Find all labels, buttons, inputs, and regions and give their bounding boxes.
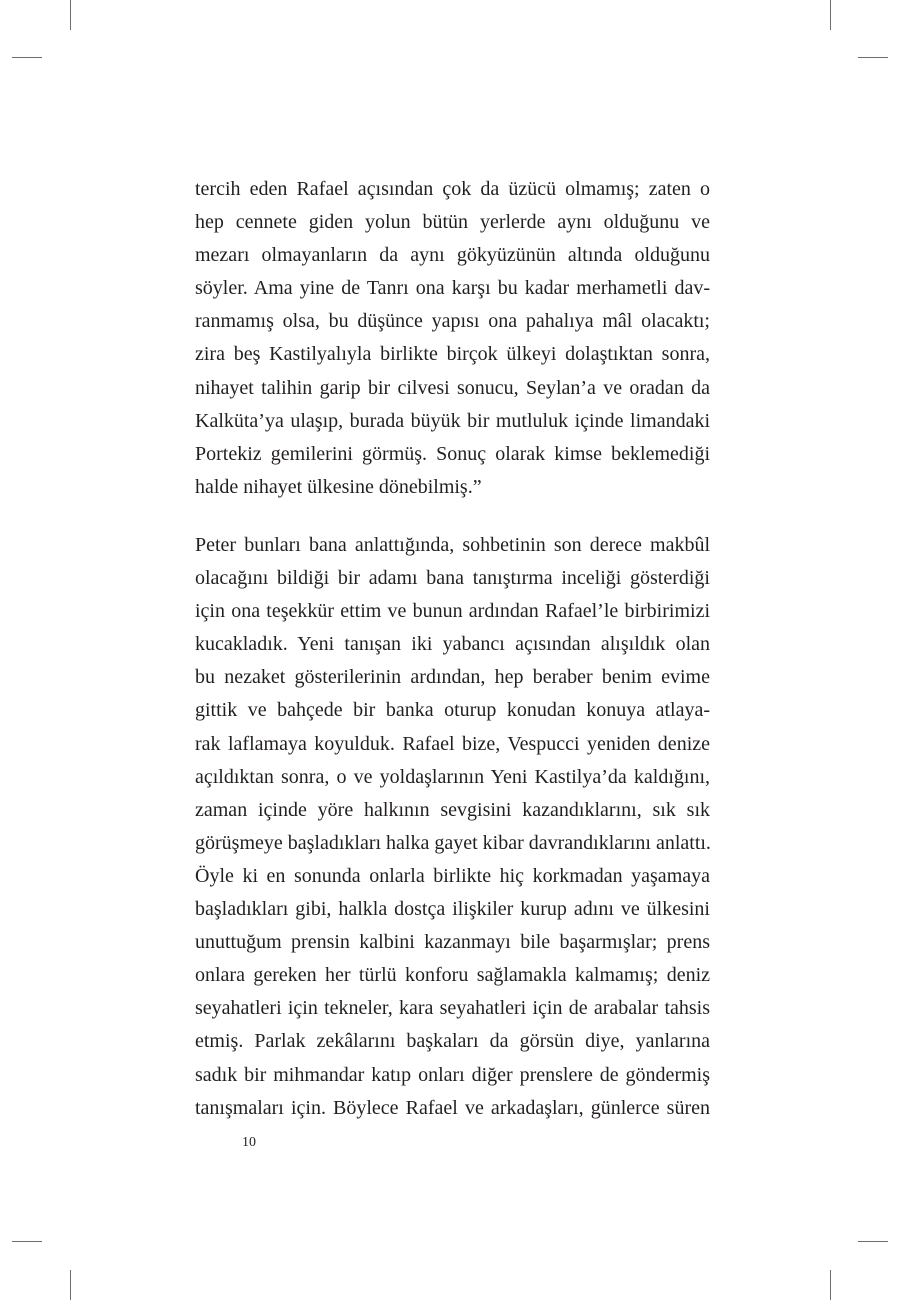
crop-mark-top-left-vertical <box>70 0 71 30</box>
text-line: tercih eden Rafael açısından çok da üzücü olmamış; zaten o <box>195 178 710 200</box>
crop-mark-bottom-right-horizontal <box>858 1241 888 1242</box>
text-line: Portekiz gemilerini görmüş. Sonuç olarak kimse beklemediği <box>195 442 710 465</box>
page-number: 10 <box>242 1135 256 1150</box>
text-line: nihayet talihin garip bir cilvesi sonucu, Seylan’a ve oradan da <box>195 376 710 399</box>
text-line: unuttuğum prensin kalbini kazanmayı bile başarmışlar; prens <box>195 931 710 954</box>
crop-mark-bottom-right-vertical <box>830 1270 831 1300</box>
text-line: söyler. Ama yine de Tanrı ona karşı bu kadar merhametli dav- <box>195 277 710 300</box>
text-line: bu nezaket gösterilerinin ardından, hep beraber benim evime <box>195 666 710 689</box>
text-line: seyahatleri için tekneler, kara seyahatleri için de arabalar tahsis <box>195 997 710 1020</box>
text-line: etmiş. Parlak zekâlarını başkaları da görsün diye, yanlarına <box>195 1030 710 1053</box>
text-line: rak laflamaya koyulduk. Rafael bize, Vespucci yeniden denize <box>195 732 710 755</box>
text-line: gittik ve bahçede bir banka oturup konudan konuya atlaya- <box>195 699 710 722</box>
crop-mark-top-right-vertical <box>830 0 831 30</box>
text-line: ranmamış olsa, bu düşünce yapısı ona pahalıya mâl olacaktı; <box>195 310 710 333</box>
text-line: başladıkları gibi, halkla dostça ilişkiler kurup adını ve ülkesini <box>195 898 710 921</box>
text-line: zira beş Kastilyalıyla birlikte birçok ülkeyi dolaştıktan sonra, <box>195 343 710 366</box>
text-line: Öyle ki en sonunda onlarla birlikte hiç korkmadan yaşamaya <box>195 864 710 887</box>
paragraph-2 <box>195 529 710 1125</box>
text-line: için ona teşekkür ettim ve bunun ardından Rafael’le birbirimizi <box>195 600 710 623</box>
text-line: görüşmeye başladıkları halka gayet kibar davrandıklarını anlattı. <box>195 831 711 854</box>
crop-mark-top-left-horizontal <box>12 57 42 58</box>
crop-mark-top-right-horizontal <box>858 57 888 58</box>
text-line: olacağını bildiği bir adamı bana tanıştırma inceliği gösterdiği <box>195 567 710 590</box>
text-line: kucakladık. Yeni tanışan iki yabancı açısından alışıldık olan <box>195 633 710 656</box>
text-line: zaman içinde yöre halkının sevgisini kazandıklarını, sık sık <box>195 798 710 821</box>
text-line: mezarı olmayanların da aynı gökyüzünün altında olduğunu <box>195 244 710 267</box>
paragraph-1 <box>195 173 710 504</box>
text-line: Kalküta’ya ulaşıp, burada büyük bir mutluluk içinde limandaki <box>195 409 710 432</box>
text-line: onlara gereken her türlü konforu sağlamakla kalmamış; deniz <box>195 964 710 987</box>
text-line: hep cennete giden yolun bütün yerlerde aynı olduğunu ve <box>195 211 710 234</box>
text-line: sadık bir mihmandar katıp onları diğer prenslere de göndermiş <box>195 1063 710 1086</box>
text-line: açıldıktan sonra, o ve yoldaşlarının Yeni Kastilya’da kaldığını, <box>195 765 710 788</box>
crop-mark-bottom-left-vertical <box>70 1270 71 1300</box>
text-line: Peter bunları bana anlattığında, sohbetinin son derece makbûl <box>195 534 710 556</box>
text-line: halde nihayet ülkesine dönebilmiş.” <box>195 475 482 498</box>
text-line: tanışmaları için. Böylece Rafael ve arkadaşları, günlerce süren <box>195 1096 710 1119</box>
crop-mark-bottom-left-horizontal <box>12 1241 42 1242</box>
